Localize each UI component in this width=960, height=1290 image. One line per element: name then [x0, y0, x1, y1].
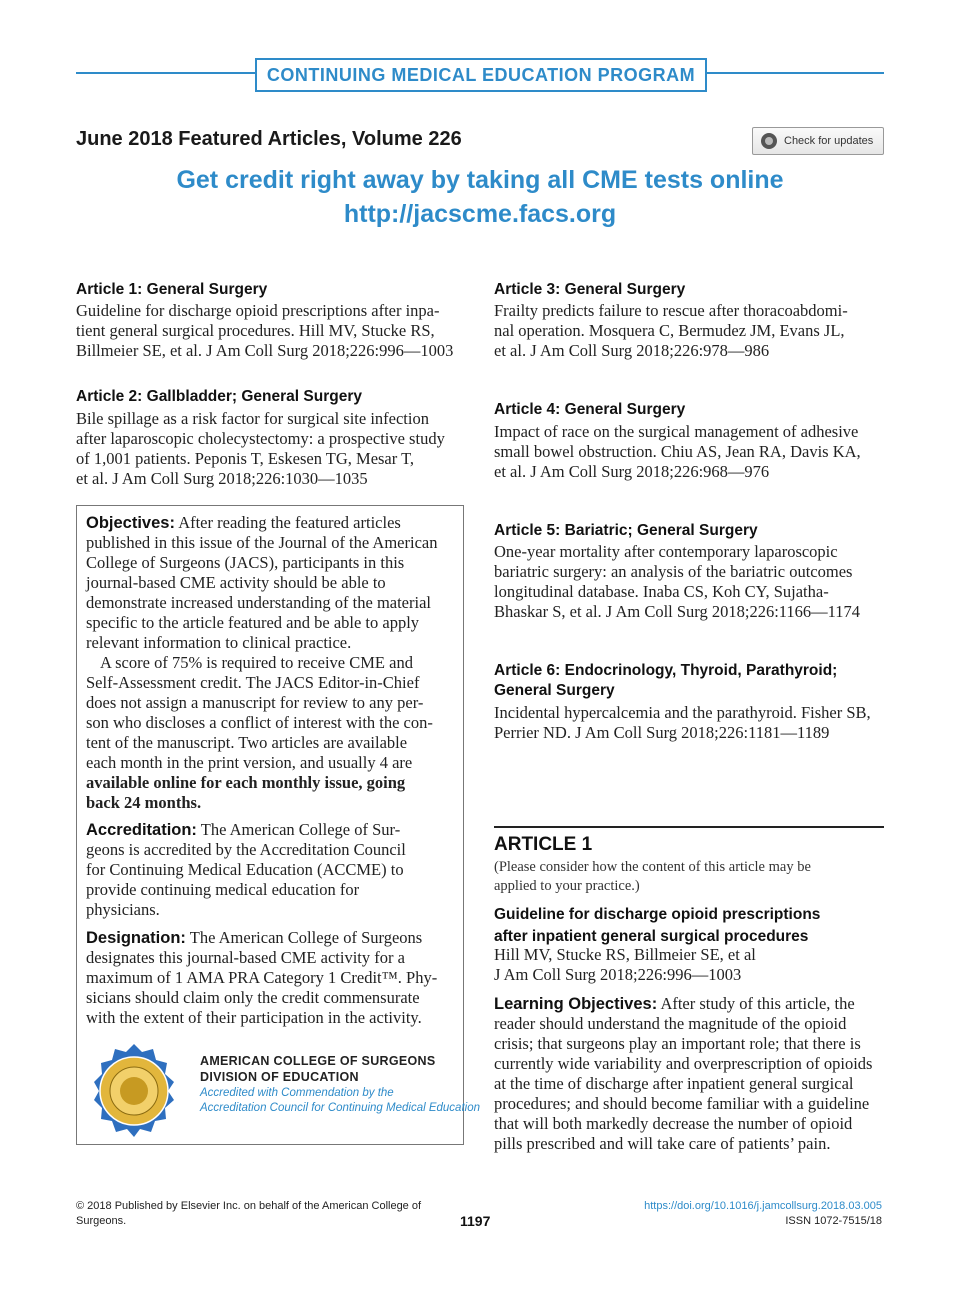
text-line: (Please consider how the content of this article may be [494, 859, 811, 875]
objectives-section [86, 513, 456, 813]
text-line: provide continuing medical education for [86, 880, 360, 899]
cme-url-link[interactable]: http://jacscme.facs.org [343, 200, 617, 228]
text-line: pills prescribed and will take care of patients’ pain. [494, 1134, 831, 1153]
text-line: specific to the article featured and be able to apply [86, 613, 420, 632]
text-line: with the extent of their participation in the activity. [86, 1008, 422, 1027]
learning-objectives-label: Learning Objectives: [494, 995, 658, 1013]
text-line: relevant information to clinical practice. [86, 633, 352, 652]
text-line: Bile spillage as a risk factor for surgical site infection [76, 409, 429, 428]
text-line: Surgeons. [76, 1215, 127, 1227]
article-1-section-heading: ARTICLE 1 [494, 834, 593, 855]
text-line: crisis; that surgeons play an important role; that there is [494, 1034, 861, 1053]
copyright-notice [76, 1199, 476, 1229]
text-line: published in this issue of the Journal of the American [86, 533, 438, 552]
promo-text: Get credit right away by taking all CME tests online [176, 166, 784, 194]
text-line: of 1,001 patients. Peponis T, Eskesen TG, Mesar T, [76, 449, 415, 468]
issn: ISSN 1072-7515/18 [785, 1215, 882, 1227]
text-line: Perrier ND. J Am Coll Surg 2018;226:1181—1189 [494, 723, 830, 742]
text-line: et al. J Am Coll Surg 2018;226:968—976 [494, 462, 770, 481]
objectives-label: Objectives: [86, 514, 175, 532]
text-line: Bhaskar S, et al. J Am Coll Surg 2018;226:1166—1174 [494, 602, 861, 621]
text-line: sicians should claim only the credit commensurate [86, 988, 420, 1007]
text-line: maximum of 1 AMA PRA Category 1 Credit™. Phy- [86, 968, 438, 987]
designation-section [86, 928, 456, 1028]
article-5-summary [494, 542, 884, 622]
acs-seal-logo [86, 1042, 182, 1138]
text-line: Frailty predicts failure to rescue after thoracoabdomi- [494, 301, 848, 320]
article-4-summary [494, 422, 884, 482]
text-line: After study of this article, the [660, 994, 855, 1013]
text-line: After reading the featured articles [178, 513, 401, 532]
text-line: College of Surgeons (JACS), participants in this [86, 553, 405, 572]
header-rule-right [704, 72, 884, 74]
text-line: et al. J Am Coll Surg 2018;226:978—986 [494, 341, 770, 360]
article-6-summary [494, 703, 884, 743]
text-line: physicians. [86, 900, 160, 919]
text-line: DIVISION OF EDUCATION [200, 1070, 359, 1084]
article-1-title [494, 904, 884, 948]
text-line: available online for each monthly issue, going [86, 773, 406, 792]
text-line: geons is accredited by the Accreditation Council [86, 840, 406, 859]
accreditation-label: Accreditation: [86, 821, 197, 839]
text-line: back 24 months. [86, 793, 202, 812]
designation-label: Designation: [86, 929, 186, 947]
text-line: © 2018 Published by Elsevier Inc. on behalf of the American College of [76, 1200, 422, 1212]
text-line: A score of 75% is required to receive CME and [100, 653, 413, 672]
article-3-heading: Article 3: General Surgery [494, 281, 686, 298]
acs-division-name [200, 1053, 436, 1085]
text-line: et al. J Am Coll Surg 2018;226:1030—1035 [76, 469, 368, 488]
text-line: AMERICAN COLLEGE OF SURGEONS [200, 1054, 436, 1068]
text-line: tent of the manuscript. Two articles are available [86, 733, 408, 752]
text-line: Self-Assessment credit. The JACS Editor-in-Chief [86, 673, 420, 692]
article-6-heading: Article 6: Endocrinology, Thyroid, Parathyroid; [494, 662, 838, 679]
text-line: after inpatient general surgical procedures [494, 928, 809, 945]
text-line: applied to your practice.) [494, 878, 640, 894]
text-line: currently wide variability and overprescription of opioids [494, 1054, 873, 1073]
text-line: son who discloses a conflict of interest with the con- [86, 713, 433, 732]
text-line: small bowel obstruction. Chiu AS, Jean RA, Davis KA, [494, 442, 861, 461]
text-line: The American College of Sur- [200, 820, 401, 839]
text-line: procedures; and should become familiar with a guideline [494, 1094, 870, 1113]
text-line: One-year mortality after contemporary laparoscopic [494, 542, 838, 561]
article-3-summary [494, 301, 884, 361]
doi-link[interactable]: https://doi.org/10.1016/j.jamcollsurg.2018.03.005 [644, 1200, 882, 1212]
text-line: Accreditation Council for Continuing Medical Education [200, 1102, 480, 1114]
text-line: bariatric surgery: an analysis of the bariatric outcomes [494, 562, 853, 581]
section-divider [494, 826, 884, 828]
article-2-heading: Article 2: Gallbladder; General Surgery [76, 388, 362, 405]
text-line: Billmeier SE, et al. J Am Coll Surg 2018;226:996—1003 [76, 341, 454, 360]
check-updates-label: Check for updates [784, 135, 874, 147]
accreditation-note [200, 1086, 480, 1116]
update-icon [761, 133, 777, 149]
cme-banner: CONTINUING MEDICAL EDUCATION PROGRAM [255, 58, 707, 92]
text-line: Accredited with Commendation by the [200, 1087, 394, 1099]
text-line: tient general surgical procedures. Hill MV, Stucke RS, [76, 321, 435, 340]
header-rule-left [76, 72, 256, 74]
text-line: each month in the print version, and usually 4 are [86, 753, 413, 772]
text-line: designates this journal-based CME activity for a [86, 948, 405, 967]
page-number: 1197 [460, 1213, 491, 1229]
learning-objectives [494, 994, 884, 1154]
footer-identifiers [560, 1199, 882, 1229]
article-6-heading-line2: General Surgery [494, 682, 615, 699]
text-line: Impact of race on the surgical management of adhesive [494, 422, 859, 441]
article-1-citation [494, 945, 884, 985]
text-line: The American College of Surgeons [189, 928, 423, 947]
article-1-heading: Article 1: General Surgery [76, 281, 268, 298]
accreditation-section [86, 820, 456, 920]
article-5-heading: Article 5: Bariatric; General Surgery [494, 522, 758, 539]
text-line: for Continuing Medical Education (ACCME) to [86, 860, 404, 879]
article-2-summary [76, 409, 464, 489]
article-1-authors: Hill MV, Stucke RS, Billmeier SE, et al [494, 945, 756, 964]
check-updates-button[interactable] [752, 127, 884, 155]
article-1-note [494, 858, 884, 896]
text-line: Guideline for discharge opioid prescriptions [494, 906, 821, 923]
text-line: does not assign a manuscript for review to any per- [86, 693, 424, 712]
text-line: after laparoscopic cholecystectomy: a prospective study [76, 429, 445, 448]
text-line: at the time of discharge after inpatient general surgical [494, 1074, 854, 1093]
article-1-journal-ref: J Am Coll Surg 2018;226:996—1003 [494, 965, 742, 984]
page-title: June 2018 Featured Articles, Volume 226 [76, 128, 462, 150]
text-line: reader should understand the magnitude of the opioid [494, 1014, 847, 1033]
article-1-summary [76, 301, 464, 361]
text-line: demonstrate increased understanding of the material [86, 593, 431, 612]
text-line: nal operation. Mosquera C, Bermudez JM, Evans JL, [494, 321, 845, 340]
text-line: Guideline for discharge opioid prescriptions after inpa- [76, 301, 440, 320]
article-4-heading: Article 4: General Surgery [494, 401, 686, 418]
text-line: Incidental hypercalcemia and the parathyroid. Fisher SB, [494, 703, 871, 722]
text-line: longitudinal database. Inaba CS, Koh CY, Sujatha- [494, 582, 829, 601]
text-line: that will both markedly decrease the number of opioid [494, 1114, 853, 1133]
text-line: journal-based CME activity should be able to [86, 573, 386, 592]
